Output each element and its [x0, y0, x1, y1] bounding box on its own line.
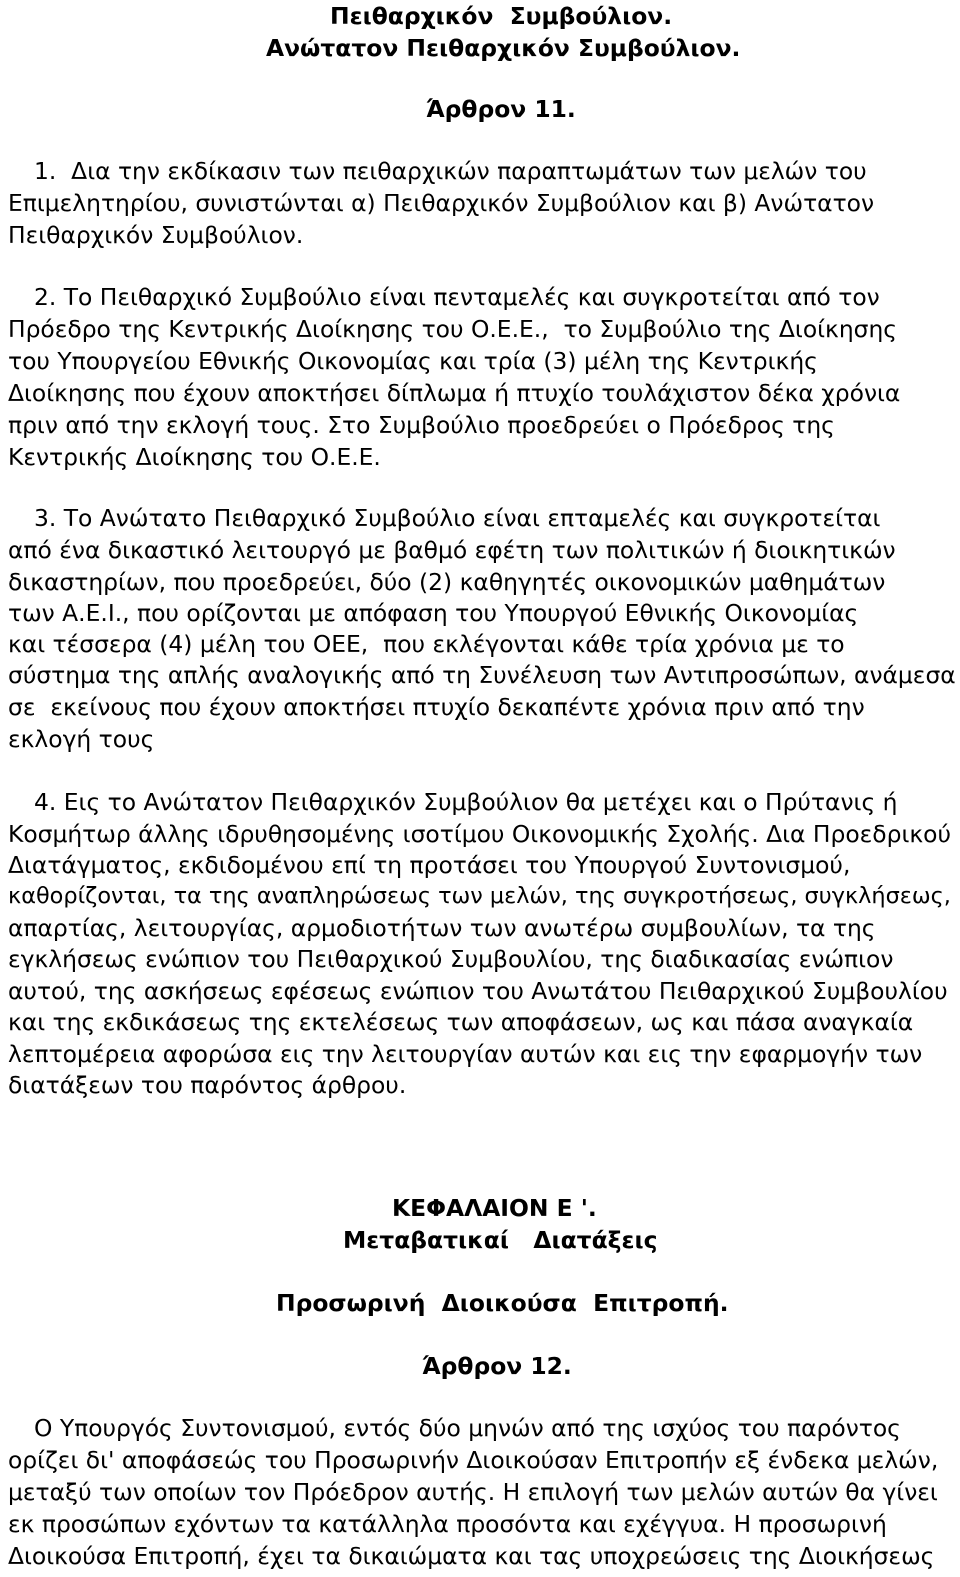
chapter-title: Μεταβατικαί Διατάξεις — [343, 1226, 658, 1254]
paragraph-line: και τέσσερα (4) μέλη του ΟΕΕ, που εκλέγονται κάθε τρία χρόνια με το — [8, 630, 845, 658]
paragraph-line: λεπτομέρεια αφορώσα εις την λειτουργίαν αυτών και εις την εφαρμογήν των — [8, 1040, 923, 1068]
paragraph-line: διατάξεων του παρόντος άρθρου. — [8, 1071, 407, 1099]
paragraph-line: εκ προσώπων εχόντων τα κατάλληλα προσόντα και εχέγγυα. Η προσωρινή — [8, 1510, 887, 1538]
paragraph-line: σύστημα της απλής αναλογικής από τη Συνέλευση των Αντιπροσώπων, ανάμεσα — [8, 661, 956, 689]
paragraph-line: καθορίζονται, τα της αναπληρώσεως των μελών, της συγκροτήσεως, συγκλήσεως, — [8, 883, 951, 909]
paragraph-line: των Α.Ε.Ι., που ορίζονται με απόφαση του Υπουργού Εθνικής Οικονομίας — [8, 599, 859, 627]
paragraph-line: Πρόεδρο της Κεντρικής Διοίκησης του Ο.Ε.Ε., το Συμβούλιο της Διοίκησης — [8, 315, 898, 343]
article-heading: Άρθρον 12. — [422, 1352, 572, 1380]
paragraph-line: Διατάγματος, εκδιδομένου επί τη προτάσει του Υπουργού Συντονισμού, — [8, 851, 851, 879]
paragraph-line: και της εκδικάσεως της εκτελέσεως των αποφάσεων, ως και πάσα αναγκαία — [8, 1008, 914, 1036]
paragraph-line: μεταξύ των οποίων τον Πρόεδρον αυτής. Η επιλογή των μελών αυτών θα γίνει — [8, 1478, 938, 1506]
paragraph-line: Ο Υπουργός Συντονισμού, εντός δύο μηνών από της ισχύος του παρόντος — [34, 1414, 901, 1442]
paragraph-line: του Υπουργείου Εθνικής Οικονομίας και τρία (3) μέλη της Κεντρικής — [8, 347, 818, 375]
paragraph-line: εκλογή τους — [8, 725, 155, 753]
paragraph-line: Κεντρικής Διοίκησης του Ο.Ε.Ε. — [8, 443, 381, 471]
paragraph-line: από ένα δικαστικό λειτουργό με βαθμό εφέτη των πολιτικών ή διοικητικών — [8, 536, 896, 564]
section-title: Πειθαρχικόν Συμβούλιον. — [330, 2, 673, 30]
article-heading: Άρθρον 11. — [426, 95, 576, 123]
paragraph-line: δικαστηρίων, που προεδρεύει, δύο (2) καθηγητές οικονομικών μαθημάτων — [8, 568, 886, 596]
chapter-heading: ΚΕΦΑΛΑΙΟΝ Ε '. — [392, 1194, 597, 1222]
paragraph-line: Διοίκησης που έχουν αποκτήσει δίπλωμα ή πτυχίο τουλάχιστον δέκα χρόνια — [8, 379, 901, 407]
paragraph-line: πριν από την εκλογή τους. Στο Συμβούλιο προεδρεύει ο Πρόεδρος της — [8, 411, 835, 439]
paragraph-line: αυτού, της ασκήσεως εφέσεως ενώπιον του Ανωτάτου Πειθαρχικού Συμβουλίου — [8, 977, 948, 1005]
paragraph-line: Κοσμήτωρ άλλης ιδρυθησομένης ισοτίμου Οικονομικής Σχολής. Δια Προεδρικού — [8, 820, 951, 848]
paragraph-line: 3. Το Ανώτατο Πειθαρχικό Συμβούλιο είναι επταμελές και συγκροτείται — [34, 504, 881, 532]
paragraph-line: Πειθαρχικόν Συμβούλιον. — [8, 221, 304, 249]
paragraph-line: απαρτίας, λειτουργίας, αρμοδιοτήτων των ανωτέρω συμβουλίων, τα της — [8, 914, 876, 942]
section-heading: Προσωρινή Διοικούσα Επιτροπή. — [276, 1289, 729, 1317]
paragraph-line: σε εκείνους που έχουν αποκτήσει πτυχίο δεκαπέντε χρόνια πριν από την — [8, 693, 865, 721]
paragraph-line: Επιμελητηρίου, συνιστώνται α) Πειθαρχικόν Συμβούλιον και β) Ανώτατον — [8, 189, 875, 217]
paragraph-line: 2. Το Πειθαρχικό Συμβούλιο είναι πενταμελές και συγκροτείται από τον — [34, 283, 880, 311]
paragraph-line: εγκλήσεως ενώπιον του Πειθαρχικού Συμβουλίου, της διαδικασίας ενώπιον — [8, 945, 894, 973]
paragraph-line: 1. Δια την εκδίκασιν των πειθαρχικών παραπτωμάτων των μελών του — [34, 157, 867, 185]
paragraph-line: 4. Εις το Ανώτατον Πειθαρχικόν Συμβούλιον θα μετέχει και ο Πρύτανις ή — [34, 788, 898, 816]
paragraph-line: ορίζει δι' αποφάσεώς του Προσωρινήν Διοικούσαν Επιτροπήν εξ ένδεκα μελών, — [8, 1446, 939, 1474]
section-subtitle: Ανώτατον Πειθαρχικόν Συμβούλιον. — [266, 34, 741, 62]
paragraph-line: Διοικούσα Επιτροπή, έχει τα δικαιώματα και τας υποχρεώσεις της Διοικήσεως — [8, 1542, 935, 1570]
